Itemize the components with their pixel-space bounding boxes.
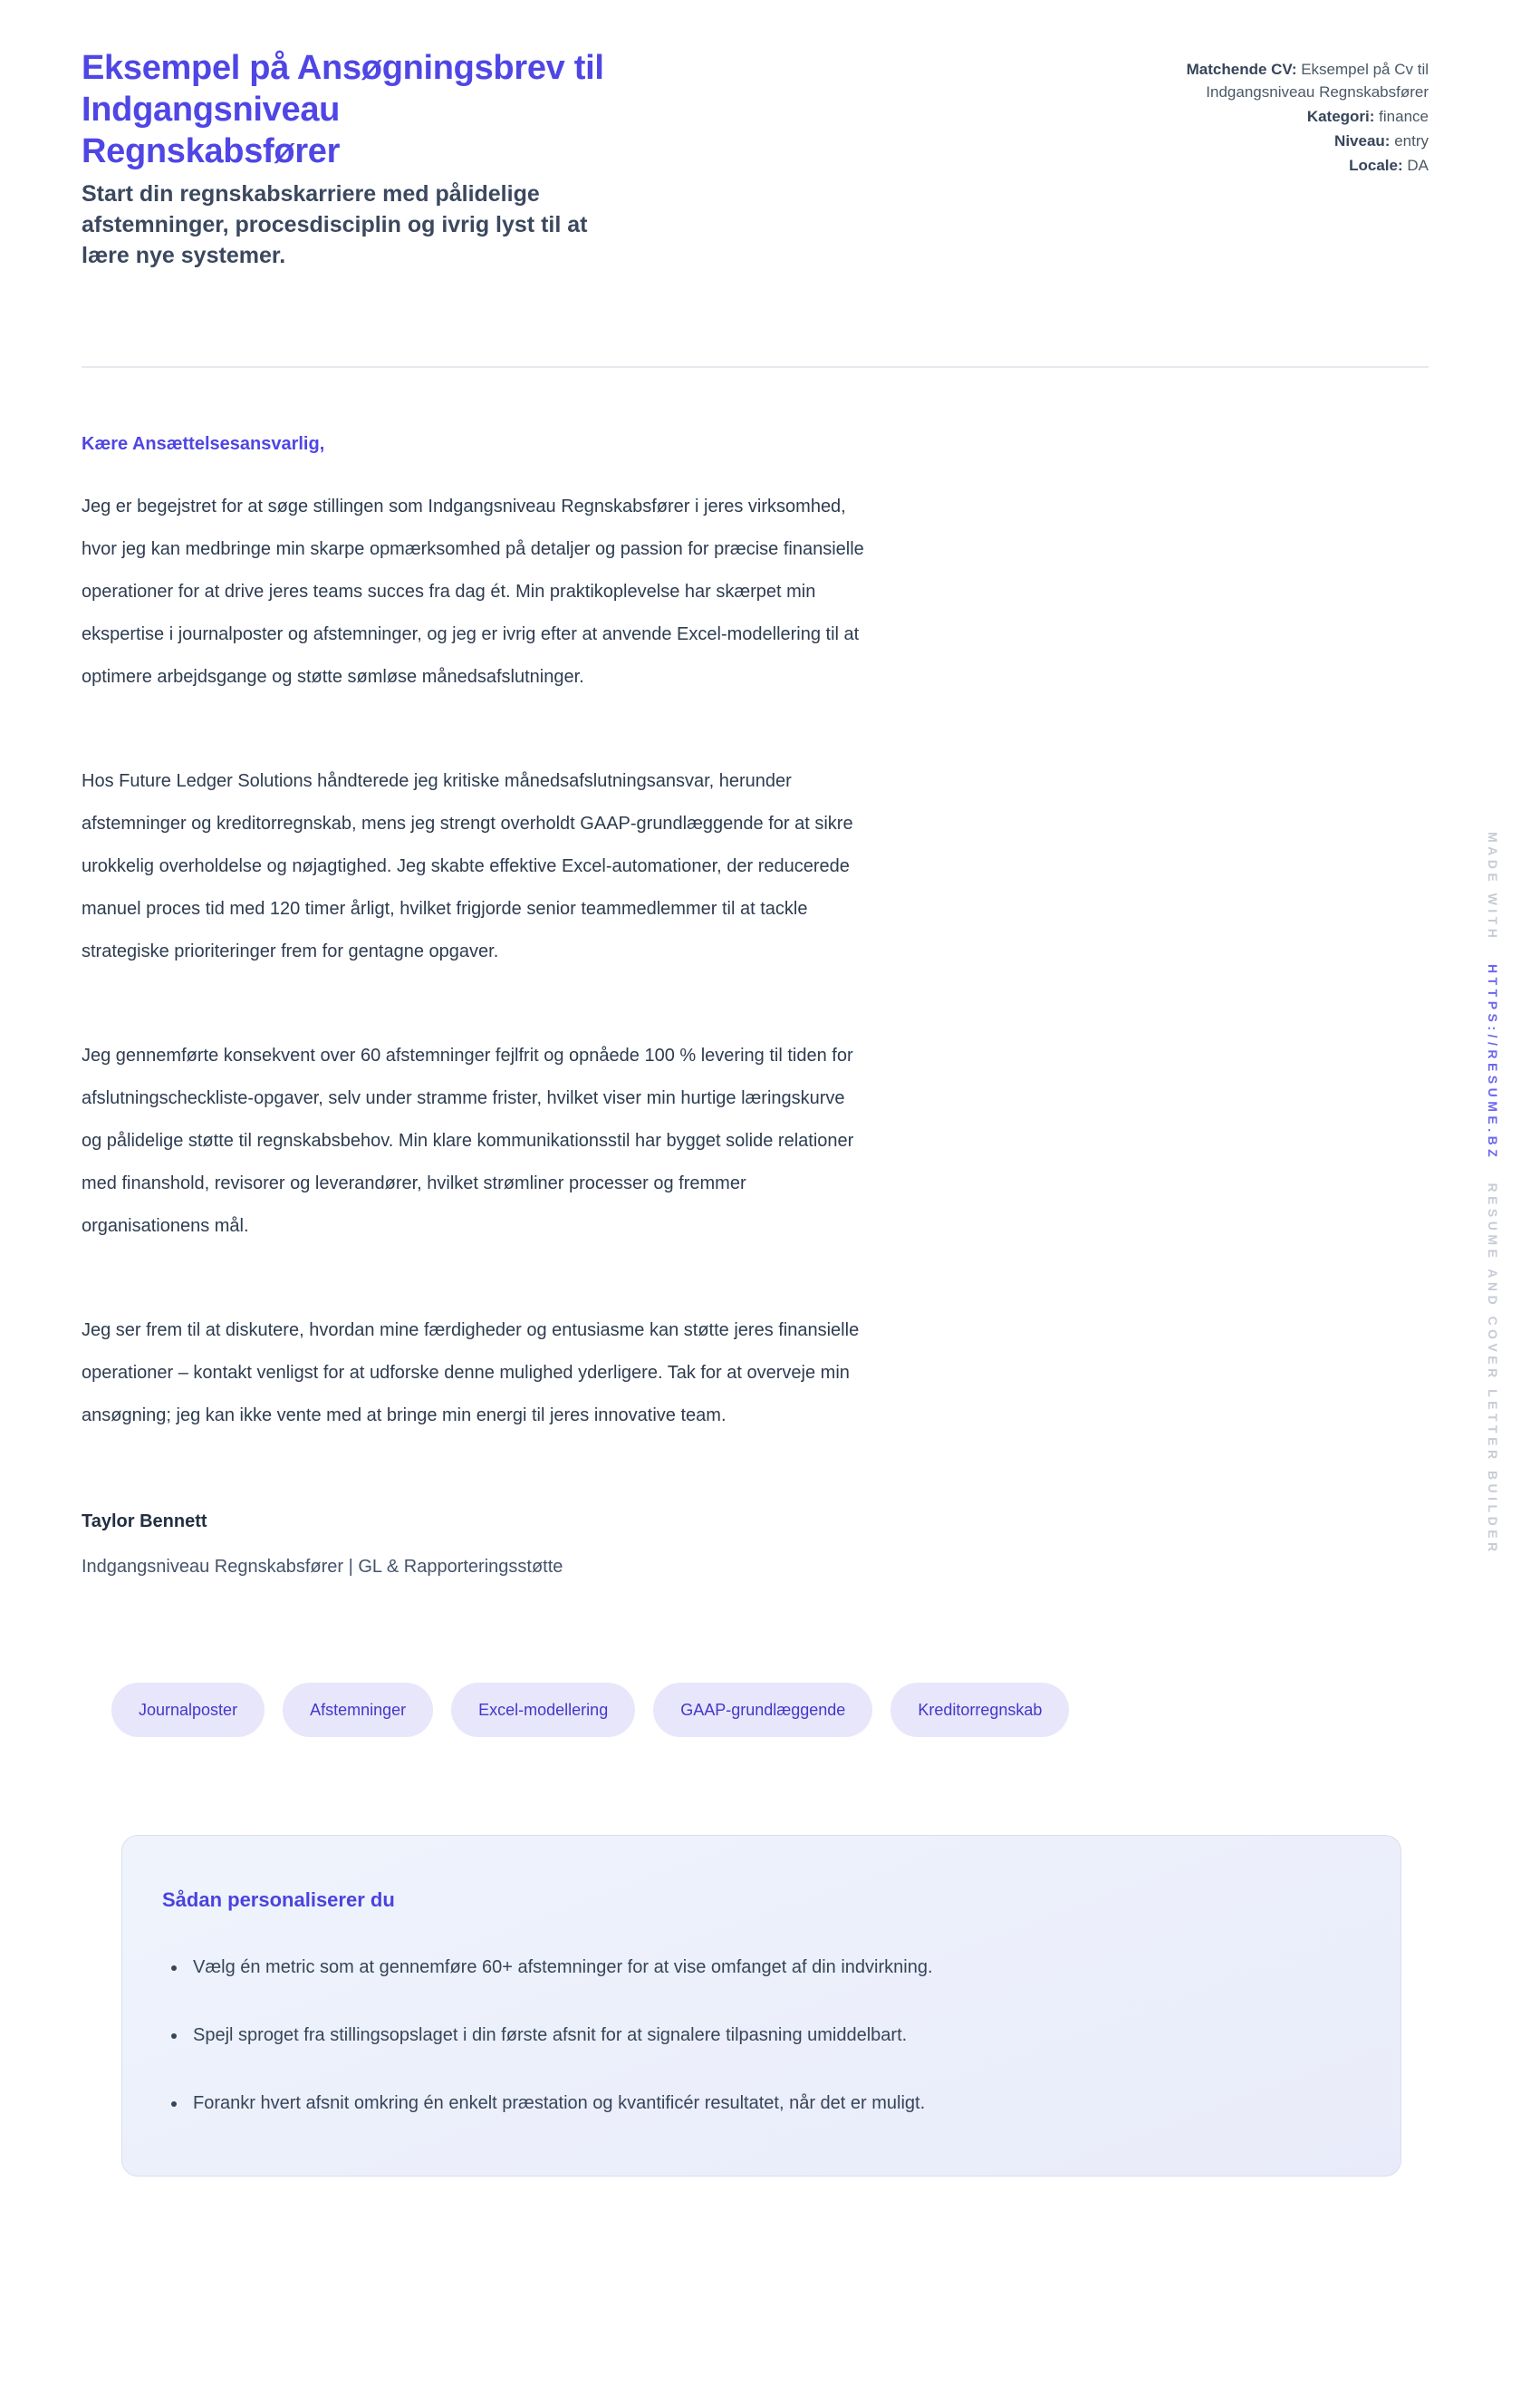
greeting: Kære Ansættelsesansvarlig, bbox=[82, 434, 325, 454]
tip-item-1: • Vælg én metric som at gennemføre 60+ afstemninger for at vise omfanget af din indvirkning. bbox=[188, 1946, 1138, 1989]
skill-tag-kreditorregnskab: Kreditorregnskab bbox=[890, 1683, 1069, 1737]
meta-row-matching-cv bbox=[1182, 58, 1429, 103]
signature-role: Indgangsniveau Regnskabsfører | GL & Rapporteringsstøtte bbox=[82, 1557, 563, 1577]
meta-label: Matchende CV: bbox=[1186, 61, 1297, 78]
watermark-made-with: MADE WITH bbox=[1486, 832, 1500, 942]
letter-paragraph-4: Jeg ser frem til at diskutere, hvordan mine færdigheder og entusiasme kan støtte jeres finansielle operationer – kontakt venligst for at udforske denne mulighed yderligere. Tak for at overveje min ansøgning; jeg kan ikke vente med at bringe min energi til jeres innovative team. bbox=[82, 1320, 860, 1425]
tip-item-2: • Spejl sproget fra stillingsopslaget i din første afsnit for at signalere tilpasning umiddelbart. bbox=[188, 2014, 1138, 2057]
watermark bbox=[1486, 832, 1500, 1556]
meta-panel bbox=[1182, 47, 1429, 179]
meta-label: Niveau: bbox=[1334, 132, 1391, 150]
skill-tag-afstemninger: Afstemninger bbox=[283, 1683, 433, 1737]
header bbox=[82, 47, 1429, 271]
skill-tag-list bbox=[111, 1683, 1429, 1737]
meta-row-level bbox=[1182, 130, 1429, 152]
page-subtitle: Start din regnskabskarriere med pålidelige afstemninger, procesdisciplin og ivrig lyst til at lære nye systemer. bbox=[82, 181, 588, 268]
letter-paragraph-3: Jeg gennemførte konsekvent over 60 afstemninger fejlfrit og opnåede 100 % levering til tiden for afslutningscheckliste-opgaver, selv under stramme frister, hvilket viser min hurtige læringskurve og pålidelige støtte til regnskabsbehov. Min klare kommunikationsstil har bygget solide relationer med finanshold, revisorer og leverandører, hvilket strømliner processer og fremmer organisationens mål. bbox=[82, 1046, 854, 1236]
cover-letter-body bbox=[82, 423, 1429, 2177]
meta-value: DA bbox=[1407, 157, 1429, 174]
tips-list bbox=[162, 1946, 1138, 2125]
meta-label: Locale: bbox=[1349, 157, 1403, 174]
header-text-block bbox=[82, 47, 607, 271]
watermark-link[interactable]: HTTPS://RESUME.BZ bbox=[1486, 963, 1500, 1162]
meta-row-locale bbox=[1182, 154, 1429, 177]
meta-value: finance bbox=[1379, 108, 1429, 125]
signature-name: Taylor Bennett bbox=[82, 1511, 207, 1531]
meta-label: Kategori: bbox=[1306, 108, 1375, 125]
tips-title: Sådan personaliserer du bbox=[162, 1888, 395, 1911]
tip-item-3: • Forankr hvert afsnit omkring én enkelt præstation og kvantificér resultatet, når det er muligt. bbox=[188, 2082, 1138, 2125]
skill-tag-gaap-grundlaeggende: GAAP-grundlæggende bbox=[653, 1683, 872, 1737]
meta-value: entry bbox=[1394, 132, 1429, 150]
skill-tag-journalposter: Journalposter bbox=[111, 1683, 265, 1737]
meta-value: Eksempel på Cv til Indgangsniveau Regnskabsfører bbox=[1206, 61, 1429, 101]
skill-tag-excel-modellering: Excel-modellering bbox=[451, 1683, 635, 1737]
page-title: Eksempel på Ansøgningsbrev til Indgangsniveau Regnskabsfører bbox=[82, 49, 604, 170]
letter-paragraph-2: Hos Future Ledger Solutions håndterede jeg kritiske månedsafslutningsansvar, herunder afstemninger og kreditorregnskab, mens jeg strengt overholdt GAAP-grundlæggende for at sikre urokkelig overholdelse og nøjagtighed. Jeg skabte effektive Excel-automationer, der reducerede manuel proces tid med 120 timer årligt, hvilket frigjorde senior teammedlemmer til at tackle strategiske prioriteringer frem for gentagne opgaver. bbox=[82, 771, 853, 961]
watermark-tagline: RESUME AND COVER LETTER BUILDER bbox=[1486, 1183, 1500, 1556]
content-column bbox=[82, 47, 1429, 2113]
meta-row-category bbox=[1182, 105, 1429, 128]
personalization-tips-box bbox=[121, 1835, 1401, 2177]
letter-paragraph-1: Jeg er begejstret for at søge stillingen som Indgangsniveau Regnskabsfører i jeres virksomhed, hvor jeg kan medbringe min skarpe opmærksomhed på detaljer og passion for præcise finansielle operationer for at drive jeres teams succes fra dag ét. Min praktikoplevelse har skærpet min ekspertise i journalposter og afstemninger, og jeg er ivrig efter at anvende Excel-modellering til at optimere arbejdsgange og støtte sømløse månedsafslutninger. bbox=[82, 497, 864, 687]
divider bbox=[82, 366, 1429, 368]
